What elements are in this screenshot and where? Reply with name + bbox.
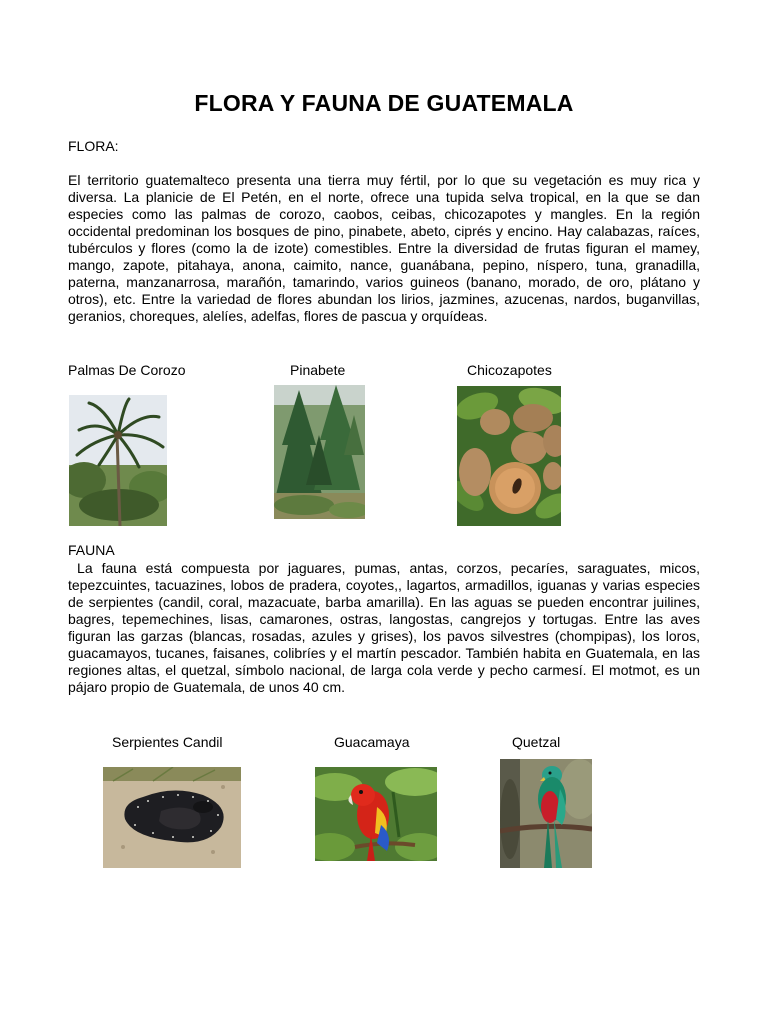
palm-photo [69, 395, 167, 526]
flora-paragraph: El territorio guatemalteco presenta una tierra muy fértil, por lo que su vegetación es muy rica y diversa. La planicie de El Petén, en el norte, ofrece una tupida selva tropical, en la que se dan especies como las palmas de corozo, caobos, ceibas, chicozapotes y mangles. En la región occidental predominan los bosques de pino, pinabete, abeto, ciprés y encino. Hay calabazas, raíces, tubérculos y flores (como la de izote) comestibles. Entre la diversidad de frutas figuran el mamey, mango, zapote, pitahaya, anona, caimito, nance, guanábana, pepino, níspero, tuna, granadilla, paterna, manzanarrosa, marañón, tamarindo, varios guineos (banano, morado, de oro, plátano y otros), etc. Entre la variedad de flores abundan los lirios, jazmines, azucenas, nardos, buganvillas, geranios, choreques, alelíes, adelfas, flores de pascua y orquídeas. [68, 172, 700, 324]
macaw-photo [315, 767, 437, 861]
caption-palmas: Palmas De Corozo [68, 362, 186, 378]
caption-pinabete: Pinabete [290, 362, 346, 378]
quetzal-photo [500, 759, 592, 868]
page-title: FLORA Y FAUNA DE GUATEMALA [194, 90, 574, 116]
fauna-heading: FAUNA [68, 542, 115, 558]
caption-chicozapotes: Chicozapotes [467, 362, 552, 378]
chicozapote-photo [457, 386, 561, 526]
snake-photo [103, 767, 241, 868]
pine-photo [274, 385, 365, 519]
flora-heading: FLORA: [68, 138, 119, 154]
fauna-paragraph: La fauna está compuesta por jaguares, pumas, antas, corzos, pecaríes, saraguates, micos, tepezcuintes, tacuazines, lobos de pradera, coyotes,, lagartos, armadillos, iguanas y varias especies de serpientes (candil, coral, mazacuate, barba amarilla). En las aguas se pueden encontrar juilines, bagres, tepemechines, lisas, camarones, ostras, langostas, cangrejos y tortugas. Entre las aves figuran las garzas (blancas, rosadas, azules y grises), los pavos silvestres (chompipas), los loros, guacamayos, tucanes, faisanes, colibríes y el martín pescador. También habita en Guatemala, en las regiones altas, el quetzal, símbolo nacional, de larga cola verde y pecho carmesí. El motmot, es un pájaro propio de Guatemala, de unos 40 cm. [68, 560, 704, 695]
caption-serpientes: Serpientes Candil [112, 734, 223, 750]
caption-guacamaya: Guacamaya [334, 734, 410, 750]
caption-quetzal: Quetzal [512, 734, 561, 750]
